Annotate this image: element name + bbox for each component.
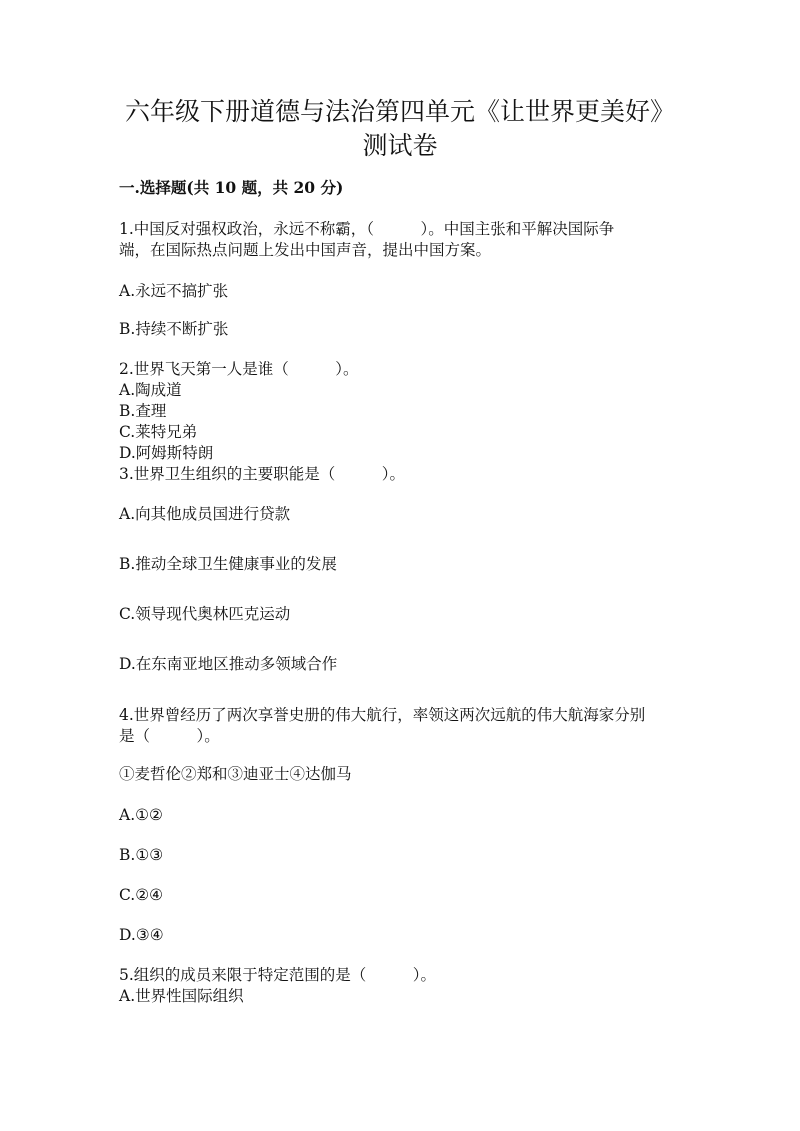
question-1-stem-line1: 1.中国反对强权政治，永远不称霸，（ ）。中国主张和平解决国际争 (119, 220, 615, 238)
question-3-option-d: D.在东南亚地区推动多领域合作 (119, 655, 338, 673)
question-2-stem: 2.世界飞天第一人是谁（ ）。 (119, 360, 359, 378)
question-4-option-d: D.③④ (119, 926, 164, 944)
question-2-option-b: B.查理 (119, 402, 167, 420)
question-2-option-d: D.阿姆斯特朗 (119, 444, 214, 462)
question-3-option-a: A.向其他成员国进行贷款 (119, 505, 291, 523)
question-4-option-b: B.①③ (119, 846, 164, 864)
question-4-stem-line1: 4.世界曾经历了两次享誉史册的伟大航行，率领这两次远航的伟大航海家分别 (119, 706, 646, 724)
question-5-stem: 5.组织的成员来限于特定范围的是（ ）。 (119, 966, 437, 984)
question-3-option-c: C.领导现代奥林匹克运动 (119, 605, 291, 623)
question-2-option-c: C.莱特兄弟 (119, 423, 198, 441)
section-heading: 一.选择题(共 10 题，共 20 分) (119, 178, 344, 197)
question-2-option-a: A.陶成道 (119, 381, 182, 399)
question-4-note: ①麦哲伦②郑和③迪亚士④达伽马 (119, 765, 352, 783)
question-4-stem-line2: 是（ ）。 (119, 727, 220, 745)
document-title-line2: 测试卷 (362, 131, 438, 160)
question-3-option-b: B.推动全球卫生健康事业的发展 (119, 555, 337, 573)
question-1-stem-line2: 端，在国际热点问题上发出中国声音，提出中国方案。 (119, 241, 492, 259)
question-5-option-a: A.世界性国际组织 (119, 987, 244, 1005)
question-1-option-a: A.永远不搞扩张 (119, 282, 229, 300)
question-4-option-a: A.①② (119, 806, 163, 824)
question-4-option-c: C.②④ (119, 886, 164, 904)
question-1-option-b: B.持续不断扩张 (119, 320, 229, 338)
document-title: 六年级下册道德与法治第四单元《让世界更美好》 (124, 97, 675, 126)
question-3-stem: 3.世界卫生组织的主要职能是（ ）。 (119, 465, 406, 483)
